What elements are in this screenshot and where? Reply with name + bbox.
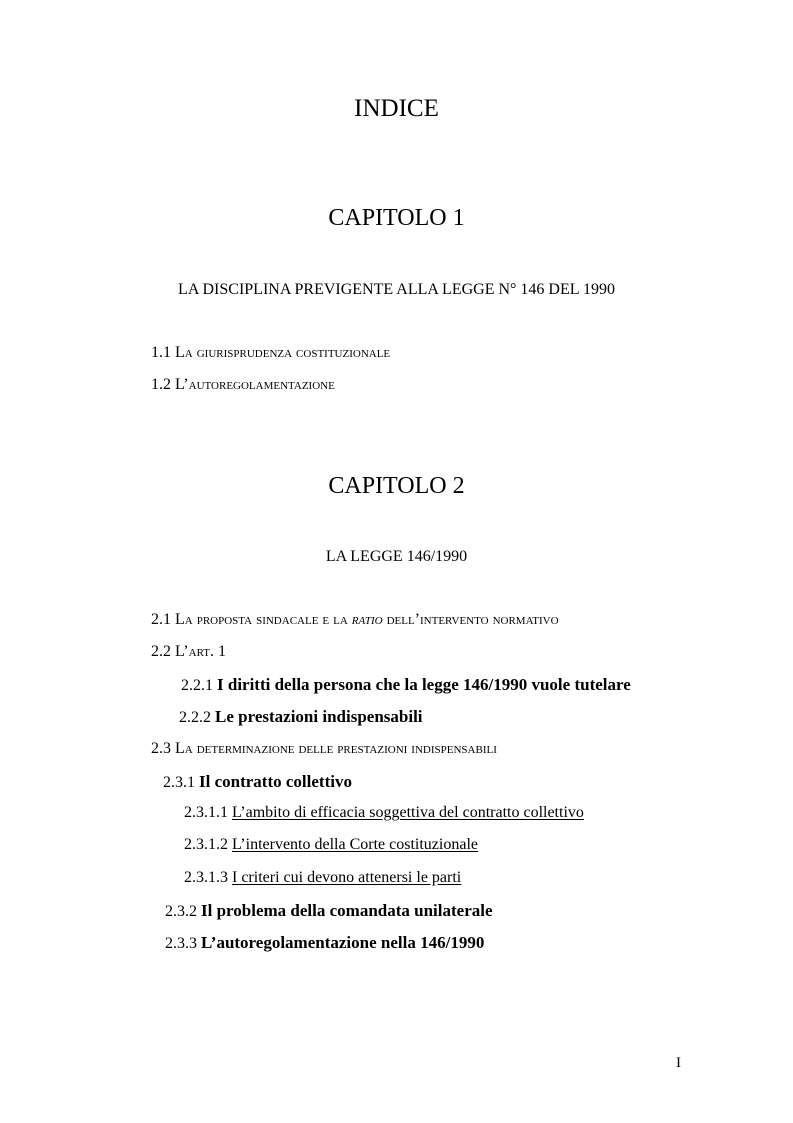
toc-entry-number: 1.1 bbox=[151, 344, 171, 361]
toc-entry-number: 2.2.1 bbox=[181, 677, 213, 694]
toc-entry-1-2[interactable] bbox=[151, 376, 335, 394]
toc-entry-number: 2.3.3 bbox=[165, 935, 197, 952]
toc-entry-2-3-1-3[interactable] bbox=[184, 869, 461, 887]
toc-entry-2-3-2[interactable] bbox=[165, 901, 493, 921]
toc-entry-text: La proposta sindacale e la ratio dell’intervento normativo bbox=[175, 611, 559, 628]
page-title: INDICE bbox=[354, 95, 439, 122]
toc-entry-text: L’autoregolamentazione nella 146/1990 bbox=[201, 933, 485, 952]
toc-entry-2-3-1-2[interactable] bbox=[184, 836, 478, 854]
toc-entry-2-2[interactable] bbox=[151, 643, 226, 661]
chapter-2-heading: CAPITOLO 2 bbox=[328, 473, 465, 499]
toc-entry-number: 2.3.2 bbox=[165, 903, 197, 920]
toc-entry-number: 2.2.2 bbox=[179, 709, 211, 726]
page-number: I bbox=[676, 1055, 681, 1071]
toc-entry-text: La giurisprudenza costituzionale bbox=[175, 344, 391, 361]
toc-entry-text: Il contratto collettivo bbox=[199, 772, 352, 791]
toc-entry-text: Il problema della comandata unilaterale bbox=[201, 901, 493, 920]
chapter-1-heading: CAPITOLO 1 bbox=[328, 205, 465, 231]
toc-entry-2-3-1[interactable] bbox=[163, 772, 352, 792]
toc-entry-text: L’autoregolamentazione bbox=[175, 376, 335, 393]
toc-entry-text: L’art. 1 bbox=[175, 643, 226, 660]
toc-entry-text: La determinazione delle prestazioni indispensabili bbox=[175, 740, 497, 757]
toc-entry-2-2-1[interactable] bbox=[181, 675, 631, 695]
toc-entry-number: 2.3.1.2 bbox=[184, 836, 228, 853]
toc-entry-number: 2.3.1 bbox=[163, 774, 195, 791]
toc-entry-2-3-1-1[interactable] bbox=[184, 804, 584, 822]
toc-entry-2-3[interactable] bbox=[151, 740, 497, 758]
toc-entry-text: L’intervento della Corte costituzionale bbox=[232, 836, 478, 853]
toc-entry-text: Le prestazioni indispensabili bbox=[215, 707, 423, 726]
toc-entry-number: 2.3.1.3 bbox=[184, 869, 228, 886]
toc-entry-text: L’ambito di efficacia soggettiva del contratto collettivo bbox=[232, 804, 584, 821]
toc-entry-number: 1.2 bbox=[151, 376, 171, 393]
toc-entry-text: I criteri cui devono attenersi le parti bbox=[232, 869, 462, 886]
toc-entry-1-1[interactable] bbox=[151, 344, 390, 362]
toc-entry-2-2-2[interactable] bbox=[179, 707, 423, 727]
toc-entry-text: I diritti della persona che la legge 146/1990 vuole tutelare bbox=[217, 675, 631, 694]
toc-entry-number: 2.2 bbox=[151, 643, 171, 660]
chapter-2-subtitle: LA LEGGE 146/1990 bbox=[325, 548, 468, 565]
chapter-1-subtitle: LA DISCIPLINA PREVIGENTE ALLA LEGGE N° 146 DEL 1990 bbox=[178, 281, 615, 298]
toc-entry-number: 2.3 bbox=[151, 740, 171, 757]
toc-entry-2-3-3[interactable] bbox=[165, 933, 484, 953]
toc-entry-2-1[interactable] bbox=[151, 611, 559, 629]
toc-entry-number: 2.1 bbox=[151, 611, 171, 628]
toc-entry-number: 2.3.1.1 bbox=[184, 804, 228, 821]
